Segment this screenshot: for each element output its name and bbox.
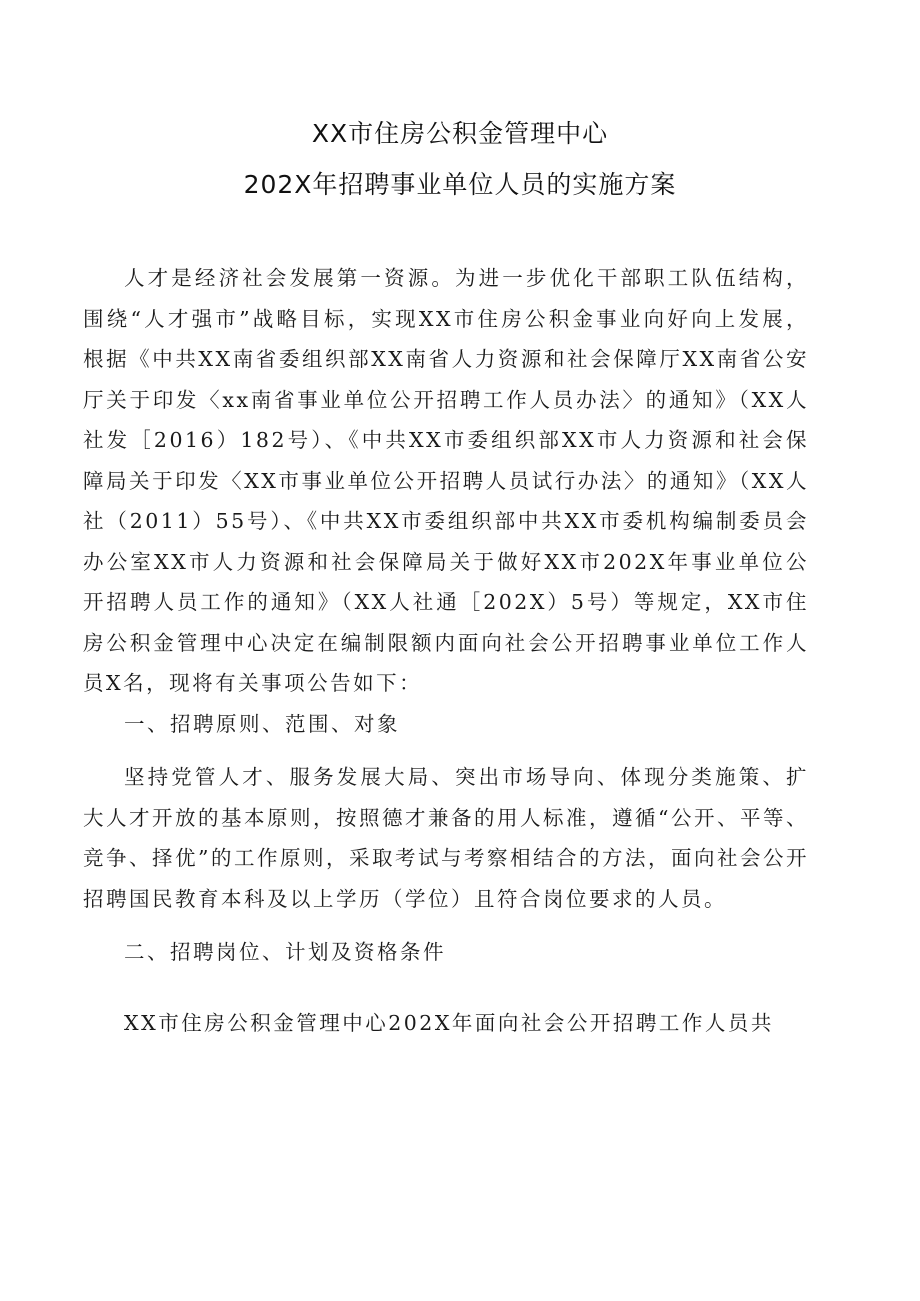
document-title-line-1: XX市住房公积金管理中心: [311, 119, 609, 148]
section-heading-2: 二、招聘岗位、计划及资格条件: [124, 940, 446, 964]
section-heading-1: 一、招聘原则、范围、对象: [124, 711, 400, 736]
paragraph-positions: XX市住房公积金管理中心202X年面向社会公开招聘工作人员共: [124, 1010, 774, 1035]
paragraph-principles: 坚持党管人才、服务发展大局、突出市场导向、体现分类施策、扩大人才开放的基本原则，按照德才兼备的用人标准，遵循“公开、平等、竞争、择优”的工作原则，采取考试与考察相结合的方法，面向社会公开招聘国民教育本科及以上学历（学位）且符合岗位要求的人员。: [83, 765, 809, 911]
document-body: [83, 258, 809, 1043]
paragraph-intro: 人才是经济社会发展第一资源。为进一步优化干部职工队伍结构，围绕“人才强市”战略目标，实现XX市住房公积金事业向好向上发展，根据《中共XX南省委组织部XX南省人力资源和社会保障厅XX南省公安厅关于印发〈xx南省事业单位公开招聘工作人员办法〉的通知》（XX人社发［2016）182号）、《中共XX市委组织部XX市人力资源和社会保障局关于印发〈XX市事业单位公开招聘人员试行办法〉的通知》（XX人社（2011）55号）、《中共XX市委组织部中共XX市委机构编制委员会办公室XX市人力资源和社会保障局关于做好XX市202X年事业单位公开招聘人员工作的通知》（XX人社通［202X）5号）等规定，XX市住房公积金管理中心决定在编制限额内面向社会公开招聘事业单位工作人员X名，现将有关事项公告如下：: [83, 266, 809, 695]
document-title-line-2: 202X年招聘事业单位人员的实施方案: [243, 170, 677, 199]
